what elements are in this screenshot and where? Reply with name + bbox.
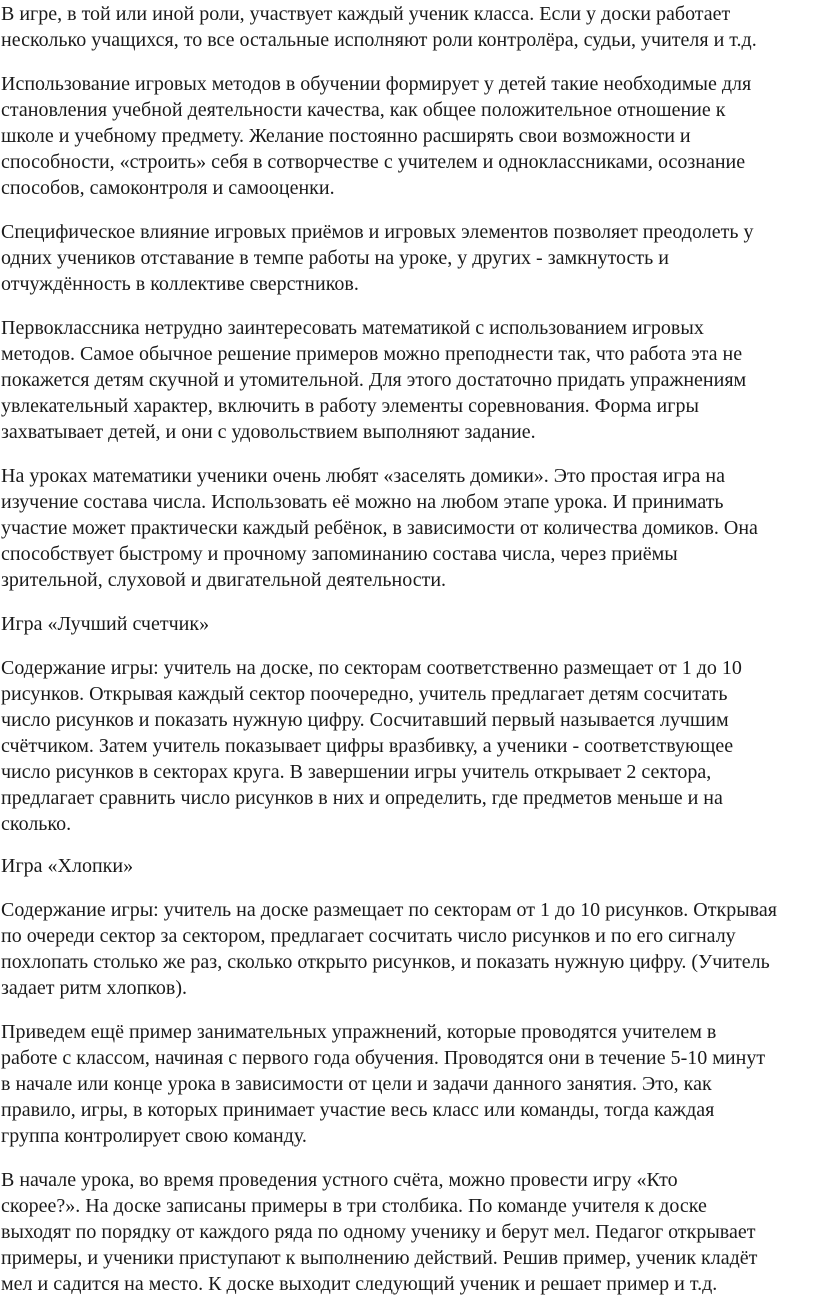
text-line: число рисунков и показать нужную цифру. Сосчитавший первый называется лучшим	[1, 709, 729, 731]
section-heading	[1, 611, 816, 637]
text-line: Использование игровых методов в обучении формирует у детей такие необходимые для	[1, 73, 752, 95]
heading-text: Игра «Лучший счетчик»	[1, 613, 210, 635]
text-line: скорее?». На доске записаны примеры в три столбика. По команде учителя к доске	[1, 1195, 707, 1217]
text-line: одних учеников отставание в темпе работы на уроке, у других - замкнутость и	[1, 247, 669, 269]
section-heading	[1, 853, 816, 879]
text-line: способности, «строить» себя в сотворчестве с учителем и одноклассниками, осознание	[1, 151, 746, 173]
text-line: число рисунков в секторах круга. В завершении игры учитель открывает 2 сектора,	[1, 761, 712, 783]
paragraph	[1, 219, 816, 297]
text-line: покажется детям скучной и утомительной. Для этого достаточно придать упражнениям	[1, 369, 747, 391]
text-line: группа контролирует свою команду.	[1, 1125, 307, 1147]
paragraph	[1, 315, 816, 445]
text-line: Первоклассника нетрудно заинтересовать математикой с использованием игровых	[1, 317, 704, 339]
text-line: увлекательный характер, включить в работу элементы соревнования. Форма игры	[1, 395, 699, 417]
text-line: счётчиком. Затем учитель показывает цифры вразбивку, а ученики - соответствующее	[1, 735, 734, 757]
paragraph	[1, 1, 816, 53]
text-line: участие может практически каждый ребёнок, в зависимости от количества домиков. Она	[1, 517, 758, 539]
text-line: правило, игры, в которых принимает участие весь класс или команды, тогда каждая	[1, 1099, 715, 1121]
text-line: в начале или конце урока в зависимости от цели и задачи данного занятия. Это, как	[1, 1073, 712, 1095]
text-line: изучение состава числа. Использовать её можно на любом этапе урока. И принимать	[1, 491, 724, 513]
text-line: способствует быстрому и прочному запоминанию состава числа, через приёмы	[1, 543, 678, 565]
text-line: выходят по порядку от каждого ряда по одному ученику и берут мел. Педагог открывает	[1, 1221, 756, 1243]
text-line: предлагает сравнить число рисунков в них и определить, где предметов меньше и на	[1, 787, 723, 809]
paragraph	[1, 463, 816, 593]
text-line: по очереди сектор за сектором, предлагает сосчитать число рисунков и по его сигналу	[1, 925, 736, 947]
text-line: Содержание игры: учитель на доске размещает по секторам от 1 до 10 рисунков. Открывая	[1, 899, 777, 921]
text-line: сколько.	[1, 813, 72, 835]
text-line: похлопать столько же раз, сколько открыто рисунков, и показать нужную цифру. (Учитель	[1, 951, 770, 973]
paragraph	[1, 897, 816, 1001]
text-line: захватывает детей, и они с удовольствием выполняют задание.	[1, 421, 536, 443]
text-line: методов. Самое обычное решение примеров можно преподнести так, что работа эта не	[1, 343, 743, 365]
text-line: мел и садится на место. К доске выходит следующий ученик и решает пример и т.д.	[1, 1273, 718, 1295]
paragraph	[1, 655, 816, 837]
text-line: В начале урока, во время проведения устного счёта, можно провести игру «Кто	[1, 1169, 678, 1191]
text-line: задает ритм хлопков).	[1, 977, 188, 999]
text-line: Содержание игры: учитель на доске, по секторам соответственно размещает от 1 до 10	[1, 657, 742, 679]
text-line: работе с классом, начиная с первого года обучения. Проводятся они в течение 5-10 минут	[1, 1047, 766, 1069]
text-line: зрительной, слуховой и двигательной деятельности.	[1, 569, 447, 591]
text-line: Специфическое влияние игровых приёмов и игровых элементов позволяет преодолеть у	[1, 221, 754, 243]
text-line: несколько учащихся, то все остальные исполняют роли контролёра, судьи, учителя и т.д.	[1, 29, 757, 51]
text-line: На уроках математики ученики очень любят «заселять домики». Это простая игра на	[1, 465, 725, 487]
text-line: примеры, и ученики приступают к выполнению действий. Решив пример, ученик кладёт	[1, 1247, 758, 1269]
heading-text: Игра «Хлопки»	[1, 855, 134, 877]
text-line: отчуждённость в коллективе сверстников.	[1, 273, 359, 295]
paragraph	[1, 1167, 816, 1297]
paragraph	[1, 1019, 816, 1149]
text-line: школе и учебному предмету. Желание постоянно расширять свои возможности и	[1, 125, 691, 147]
text-line: Приведем ещё пример занимательных упражнений, которые проводятся учителем в	[1, 1021, 717, 1043]
text-line: становления учебной деятельности качества, как общее положительное отношение к	[1, 99, 726, 121]
text-line: способов, самоконтроля и самооценки.	[1, 177, 335, 199]
paragraph	[1, 71, 816, 201]
text-line: рисунков. Открывая каждый сектор поочередно, учитель предлагает детям сосчитать	[1, 683, 728, 705]
text-line: В игре, в той или иной роли, участвует каждый ученик класса. Если у доски работает	[1, 3, 731, 25]
